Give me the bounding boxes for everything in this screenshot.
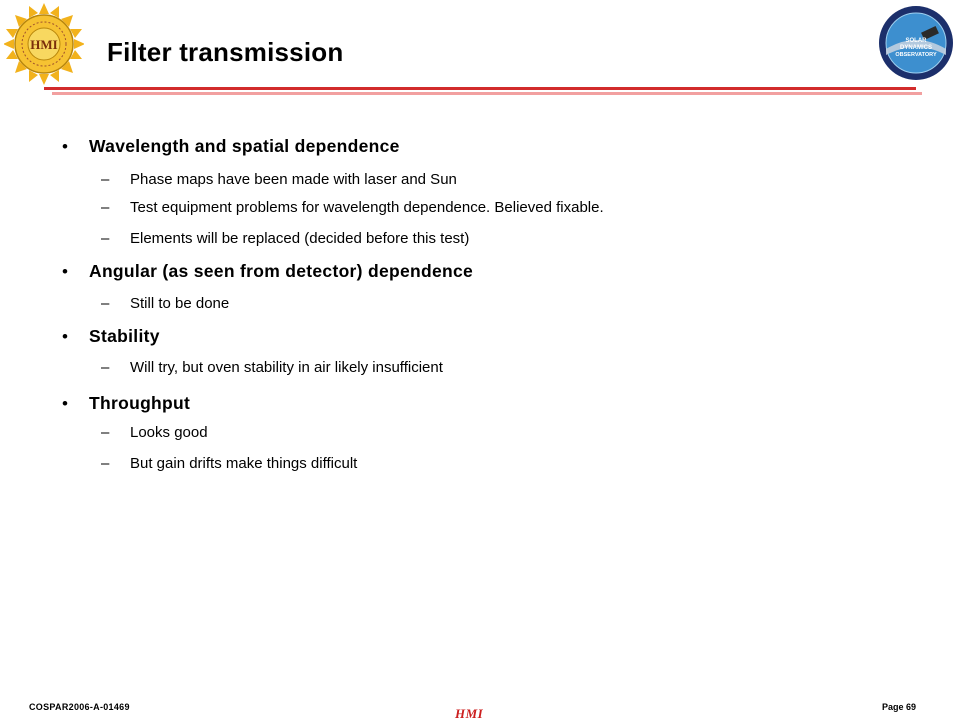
sdo-logo-line1: SOLAR xyxy=(905,38,927,44)
sub-item: Still to be done xyxy=(130,295,230,312)
hmi-sun-logo-icon xyxy=(4,2,84,86)
dash-marker: – xyxy=(101,424,110,441)
bullet-wavelength: Wavelength and spatial dependence xyxy=(89,136,400,156)
footer-reference: COSPAR2006-A-01469 xyxy=(29,702,130,712)
sdo-logo-icon xyxy=(878,5,954,81)
footer-hmi-mark: HMI xyxy=(455,706,484,721)
sub-item: Looks good xyxy=(130,424,208,441)
bullet-marker: • xyxy=(62,262,68,281)
sub-item: Elements will be replaced (decided before this test) xyxy=(130,230,470,247)
title-divider-pink xyxy=(52,92,922,95)
sub-item: Phase maps have been made with laser and Sun xyxy=(130,171,457,188)
dash-marker: – xyxy=(101,199,110,216)
dash-marker: – xyxy=(101,171,110,188)
sdo-logo-line3: OBSERVATORY xyxy=(895,52,937,58)
dash-marker: – xyxy=(101,230,110,247)
page-number: Page 69 xyxy=(882,702,917,712)
bullet-throughput: Throughput xyxy=(89,393,191,413)
sub-item: But gain drifts make things difficult xyxy=(130,455,358,472)
bullet-marker: • xyxy=(62,137,68,156)
bullet-marker: • xyxy=(62,394,68,413)
slide-title: Filter transmission xyxy=(107,37,344,67)
bullet-stability: Stability xyxy=(89,326,160,346)
dash-marker: – xyxy=(101,359,110,376)
title-divider-red xyxy=(44,87,916,90)
hmi-logo-text: HMI xyxy=(30,37,58,52)
dash-marker: – xyxy=(101,455,110,472)
sdo-logo-line2: DYNAMICS xyxy=(899,45,933,51)
sub-item: Will try, but oven stability in air likely insufficient xyxy=(130,359,443,376)
sub-item: Test equipment problems for wavelength dependence. Believed fixable. xyxy=(130,199,604,216)
dash-marker: – xyxy=(101,295,110,312)
bullet-angular: Angular (as seen from detector) dependence xyxy=(89,261,474,281)
bullet-marker: • xyxy=(62,327,68,346)
